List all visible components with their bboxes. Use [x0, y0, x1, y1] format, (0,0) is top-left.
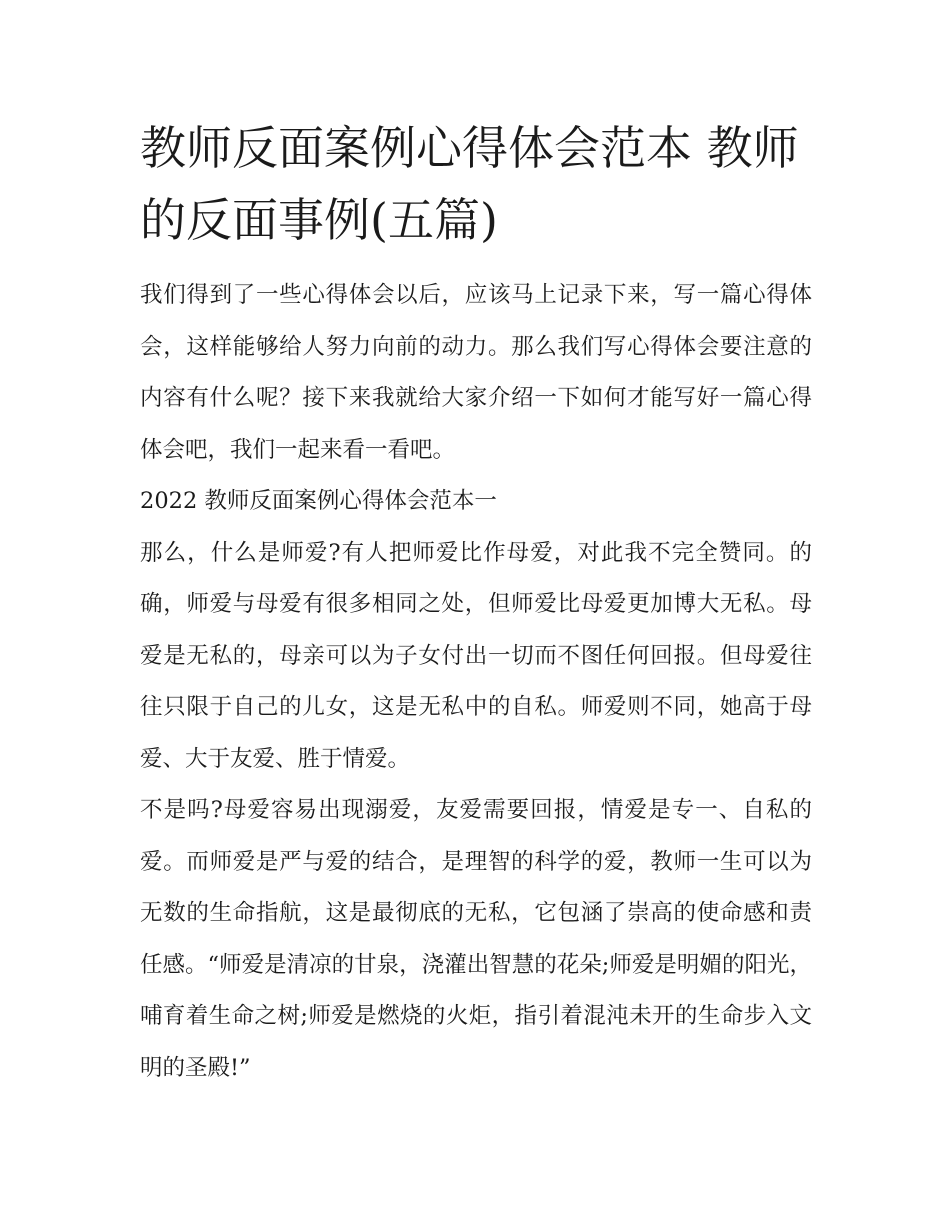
document-page: [140, 112, 812, 1094]
intro-paragraph: 我们得到了一些心得体会以后，应该马上记录下来，写一篇心得体会，这样能够给人努力向前的动力。那么我们写心得体会要注意的内容有什么呢？接下来我就给大家介绍一下如何才能写好一篇心得体会吧，我们一起来看一看吧。: [140, 282, 812, 463]
body-paragraph-1: 那么，什么是师爱?有人把师爱比作母爱，对此我不完全赞同。的确，师爱与母爱有很多相同之处，但师爱比母爱更加博大无私。母爱是无私的，母亲可以为子女付出一切而不图任何回报。但母爱往往只限于自己的儿女，这是无私中的自私。师爱则不同，她高于母爱、大于友爱、胜于情爱。: [140, 539, 812, 772]
section-heading: 2022 教师反面案例心得体会范本一: [140, 488, 497, 514]
body-paragraph-2: 不是吗?母爱容易出现溺爱，友爱需要回报，情爱是专一、自私的爱。而师爱是严与爱的结合，是理智的科学的爱，教师一生可以为无数的生命指航，这是最彻底的无私，它包涵了崇高的使命感和责任感。“师爱是清凉的甘泉，浇灌出智慧的花朵;师爱是明媚的阳光，哺育着生命之树;师爱是燃烧的火炬，指引着混沌未开的生命步入文明的圣殿!”: [140, 797, 812, 1081]
document-title: 教师反面案例心得体会范本 教师的反面事例(五篇): [140, 121, 799, 247]
